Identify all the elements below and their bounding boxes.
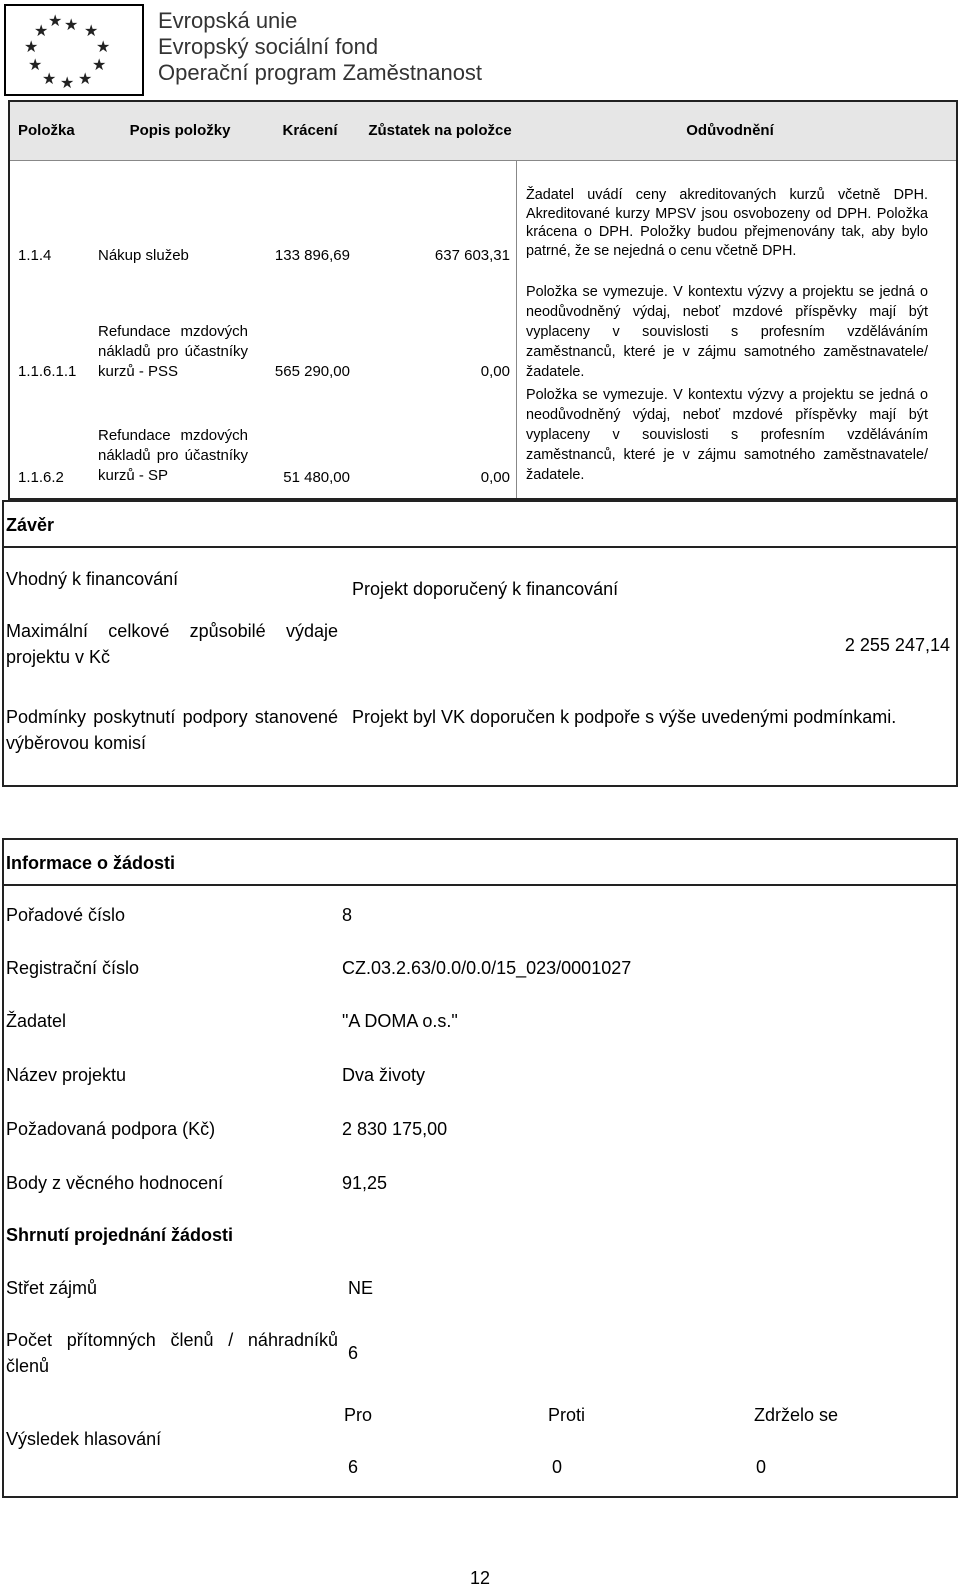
col-popis: Popis položky bbox=[129, 122, 231, 139]
max-value: 2 255 247,14 bbox=[844, 635, 950, 655]
row3-zustatek: 0,00 bbox=[480, 469, 510, 486]
pro-value: 6 bbox=[348, 1457, 359, 1477]
poradove-value: 8 bbox=[342, 905, 353, 925]
podminky-label: Podmínky poskytnutí podpory stanovené výběrovou komisí bbox=[6, 707, 338, 753]
svg-text:★: ★ bbox=[24, 37, 39, 56]
logo-line-1: Evropská unie bbox=[158, 8, 298, 33]
vhodny-label: Vhodný k financování bbox=[6, 569, 179, 589]
svg-text:★: ★ bbox=[64, 15, 79, 34]
vysledek-label: Výsledek hlasování bbox=[6, 1429, 162, 1449]
registracni-value: CZ.03.2.63/0.0/0.0/15_023/0001027 bbox=[342, 958, 632, 978]
pro-label: Pro bbox=[344, 1405, 373, 1425]
row1-kraceni: 133 896,69 bbox=[274, 247, 350, 264]
podpora-label: Požadovaná podpora (Kč) bbox=[6, 1119, 216, 1139]
column-divider bbox=[516, 160, 517, 498]
logo-line-2: Evropský sociální fond bbox=[158, 34, 379, 59]
row1-oduvodneni: Žadatel uvádí ceny akreditovaných kurzů včetně DPH. Akreditované kurzy MPSV jsou osvobozeny od DPH. Položka krácena o DPH. Položky budou přejmenovány tak, aby bylo patrné, že se nejedná o cenu včetně DPH. bbox=[526, 187, 928, 259]
nazev-value: Dva životy bbox=[342, 1065, 426, 1085]
max-label: Maximální celkové způsobilé výdaje projektu v Kč bbox=[6, 621, 338, 667]
podminky-value: Projekt byl VK doporučen k podpoře s výše uvedenými podmínkami. bbox=[352, 707, 897, 727]
row2-polozka: 1.1.6.1.1 bbox=[18, 363, 77, 380]
svg-text:★: ★ bbox=[34, 21, 49, 40]
row3-popis: Refundace mzdových nákladů pro účastníky kurzů - SP bbox=[98, 427, 248, 484]
proti-label: Proti bbox=[548, 1405, 586, 1425]
svg-text:★: ★ bbox=[78, 69, 93, 88]
row1-polozka: 1.1.4 bbox=[18, 247, 52, 264]
svg-text:★: ★ bbox=[92, 55, 107, 74]
registracni-label: Registrační číslo bbox=[6, 958, 140, 978]
svg-text:★: ★ bbox=[42, 69, 57, 88]
pocet-label: Počet přítomných členů / náhradníků členů bbox=[6, 1330, 338, 1376]
zadatel-label: Žadatel bbox=[6, 1011, 67, 1031]
zdrzelo-label: Zdrželo se bbox=[754, 1405, 839, 1425]
body-value: 91,25 bbox=[342, 1173, 388, 1193]
col-polozka: Položka bbox=[18, 122, 75, 139]
col-oduvodneni: Odůvodnění bbox=[686, 122, 774, 139]
zaver-divider bbox=[2, 546, 958, 548]
col-zustatek: Zůstatek na položce bbox=[368, 122, 512, 139]
svg-text:★: ★ bbox=[60, 73, 75, 92]
eu-flag-logo bbox=[4, 4, 144, 96]
zadatel-value: "A DOMA o.s." bbox=[342, 1011, 458, 1031]
zdrzelo-value: 0 bbox=[756, 1457, 767, 1477]
row2-popis: Refundace mzdových nákladů pro účastníky kurzů - PSS bbox=[98, 323, 248, 380]
row3-polozka: 1.1.6.2 bbox=[18, 469, 64, 486]
row2-kraceni: 565 290,00 bbox=[274, 363, 350, 380]
podpora-value: 2 830 175,00 bbox=[342, 1119, 448, 1139]
vhodny-value: Projekt doporučený k financování bbox=[352, 579, 619, 599]
pocet-value: 6 bbox=[348, 1343, 359, 1363]
proti-value: 0 bbox=[552, 1457, 563, 1477]
row1-popis: Nákup služeb bbox=[98, 247, 189, 264]
stret-value: NE bbox=[348, 1278, 374, 1298]
row2-zustatek: 0,00 bbox=[480, 363, 510, 380]
shrnuti-title: Shrnutí projednání žádosti bbox=[6, 1225, 234, 1245]
page-number: 12 bbox=[469, 1568, 491, 1588]
svg-text:★: ★ bbox=[84, 21, 99, 40]
svg-text:★: ★ bbox=[28, 55, 43, 74]
info-section bbox=[2, 838, 958, 1498]
header-divider bbox=[10, 160, 956, 161]
nazev-label: Název projektu bbox=[6, 1065, 127, 1085]
row3-oduvodneni: Položka se vymezuje. V kontextu výzvy a projektu se jedná o neodůvodněný výdaj, neboť mzdové příspěvky mají být vyplaceny v souvislosti s profesním vzděláváním zaměstnanců, které je v zájmu samotného zaměstnavatele/žadatele. bbox=[526, 387, 928, 483]
poradove-label: Pořadové číslo bbox=[6, 905, 126, 925]
eu-flag-icon bbox=[6, 6, 142, 94]
col-kraceni: Krácení bbox=[282, 122, 338, 139]
svg-text:★: ★ bbox=[48, 11, 63, 30]
logo-text bbox=[158, 8, 482, 86]
stret-label: Střet zájmů bbox=[6, 1278, 98, 1298]
row1-zustatek: 637 603,31 bbox=[434, 247, 510, 264]
row3-kraceni: 51 480,00 bbox=[283, 469, 350, 486]
zaver-title: Závěr bbox=[6, 515, 55, 535]
svg-text:★: ★ bbox=[96, 37, 111, 56]
logo-line-3: Operační program Zaměstnanost bbox=[158, 60, 483, 85]
row2-oduvodneni: Položka se vymezuje. V kontextu výzvy a projektu se jedná o neodůvodněný výdaj, neboť mzdové příspěvky mají být vyplaceny v souvislosti s profesním vzděláváním zaměstnanců, které je v zájmu samotného zaměstnavatele/žadatele. bbox=[526, 284, 928, 380]
info-divider bbox=[2, 884, 958, 886]
info-title: Informace o žádosti bbox=[6, 853, 176, 873]
body-label: Body z věcného hodnocení bbox=[6, 1173, 224, 1193]
